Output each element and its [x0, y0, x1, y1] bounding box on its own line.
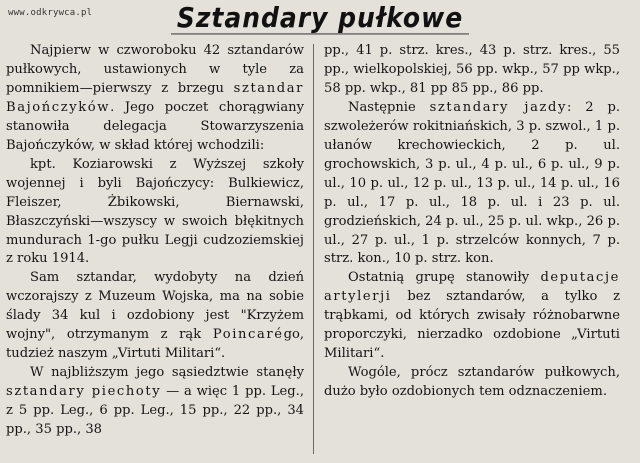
text-run: , otrzymanym z rąk	[51, 327, 213, 343]
text-run: Sam sztandar, wydobyty na dzień wczorajszy z Muzeum Wojska, ma na sobie ślady 34 kul i ozdobiony jest	[6, 270, 304, 324]
spaced-text: deputacje artylerji	[324, 270, 620, 305]
text-run: W najbliższym jego sąsiedztwie stanęły	[30, 365, 304, 381]
text-run: go, tudzież naszym	[6, 327, 304, 362]
paragraph-right-1: pp., 41 p. strz. kres., 43 p. strz. kres., 55 pp., wielkopolskiej, 56 pp. wkp., 57 pp wkp., 58 pp. wkp., 81 pp 85 pp., 86 pp.	[324, 43, 620, 96]
column-divider	[313, 44, 314, 454]
right-column	[324, 42, 620, 402]
headline	[0, 2, 640, 35]
watermark: www.odkrywca.pl	[8, 8, 93, 18]
spaced-text: sztandary piechoty	[6, 384, 162, 400]
text-run: . Jego poczet chorągwiany stanowiła delegacja Stowarzyszenia Bajończyków, w skład której wchodzili:	[6, 99, 304, 153]
paragraph-left-4	[6, 364, 304, 440]
paragraph-left-1	[6, 42, 304, 156]
text-run: Ostatnią grupę stanowiły	[348, 270, 541, 286]
quoted-text: „Virtuti Militari“	[324, 327, 620, 362]
headline-text: Sztandary pułkowe	[171, 3, 469, 35]
paragraph-left-3	[6, 269, 304, 364]
quoted-text: „Virtuti Militari“	[111, 346, 222, 362]
paragraph-right-3	[324, 269, 620, 364]
text-run: : 2 p. szwoleżerów rokitniańskich, 3 p. szwol., 1 p. ułanów krechowieckich, 2 p. ul. grochowskich, 3 p. ul., 4 p. ul., 6 p. ul., 9 p. ul., 10 p. ul., 12 p. ul., 13 p. ul., 14 p. ul., 16 p. ul., 17 p. ul., 18 p. ul. i 23 p. ul. grodzieńskich, 24 p. ul., 25 p. ul. wkp., 26 p. ul., 27 p. ul., 1 p. strzelców konnych, 7 p. strz. kon., 10 p. strz. kon.	[324, 99, 620, 267]
left-column	[6, 42, 304, 440]
text-run: Następnie	[348, 99, 430, 115]
paragraph-left-2: kpt. Koziarowski z Wyższej szkoły wojennej i byli Bajończycy: Bulkiewicz, Fleiszer, Żbikowski, Biernawski, Błaszczyński—wszyscy w swoich błękitnych mundurach 1-go pułku Legji cudzoziemskiej z roku 1914.	[6, 156, 304, 267]
paragraph-right-2	[324, 99, 620, 270]
text-run: .	[380, 346, 385, 362]
spaced-text: sztandary jazdy	[429, 99, 567, 115]
text-run: — a więc 1 pp. Leg., z 5 pp. Leg., 6 pp. Leg., 15 pp., 22 pp., 34 pp., 35 pp., 38	[6, 384, 304, 438]
paragraph-right-4: Wogóle, prócz sztandarów pułkowych, dużo było ozdobionych tem odznaczeniem.	[324, 365, 620, 400]
text-run: bez sztandarów, a tylko z trąbkami, od których zwisały różnobarwne proporczyki, nierzadko ozdobione	[324, 289, 620, 343]
text-run: .	[221, 346, 226, 362]
text-run: Najpierw w czworoboku 42 sztandarów pułkowych, ustawionych w tyle za pomnikiem—pierwszy z brzegu	[6, 43, 304, 96]
spaced-text: Poincaré	[212, 327, 284, 343]
spaced-text: sztandar Bajończyków	[6, 80, 304, 115]
quoted-text: "Krzyżem wojny"	[6, 308, 304, 343]
